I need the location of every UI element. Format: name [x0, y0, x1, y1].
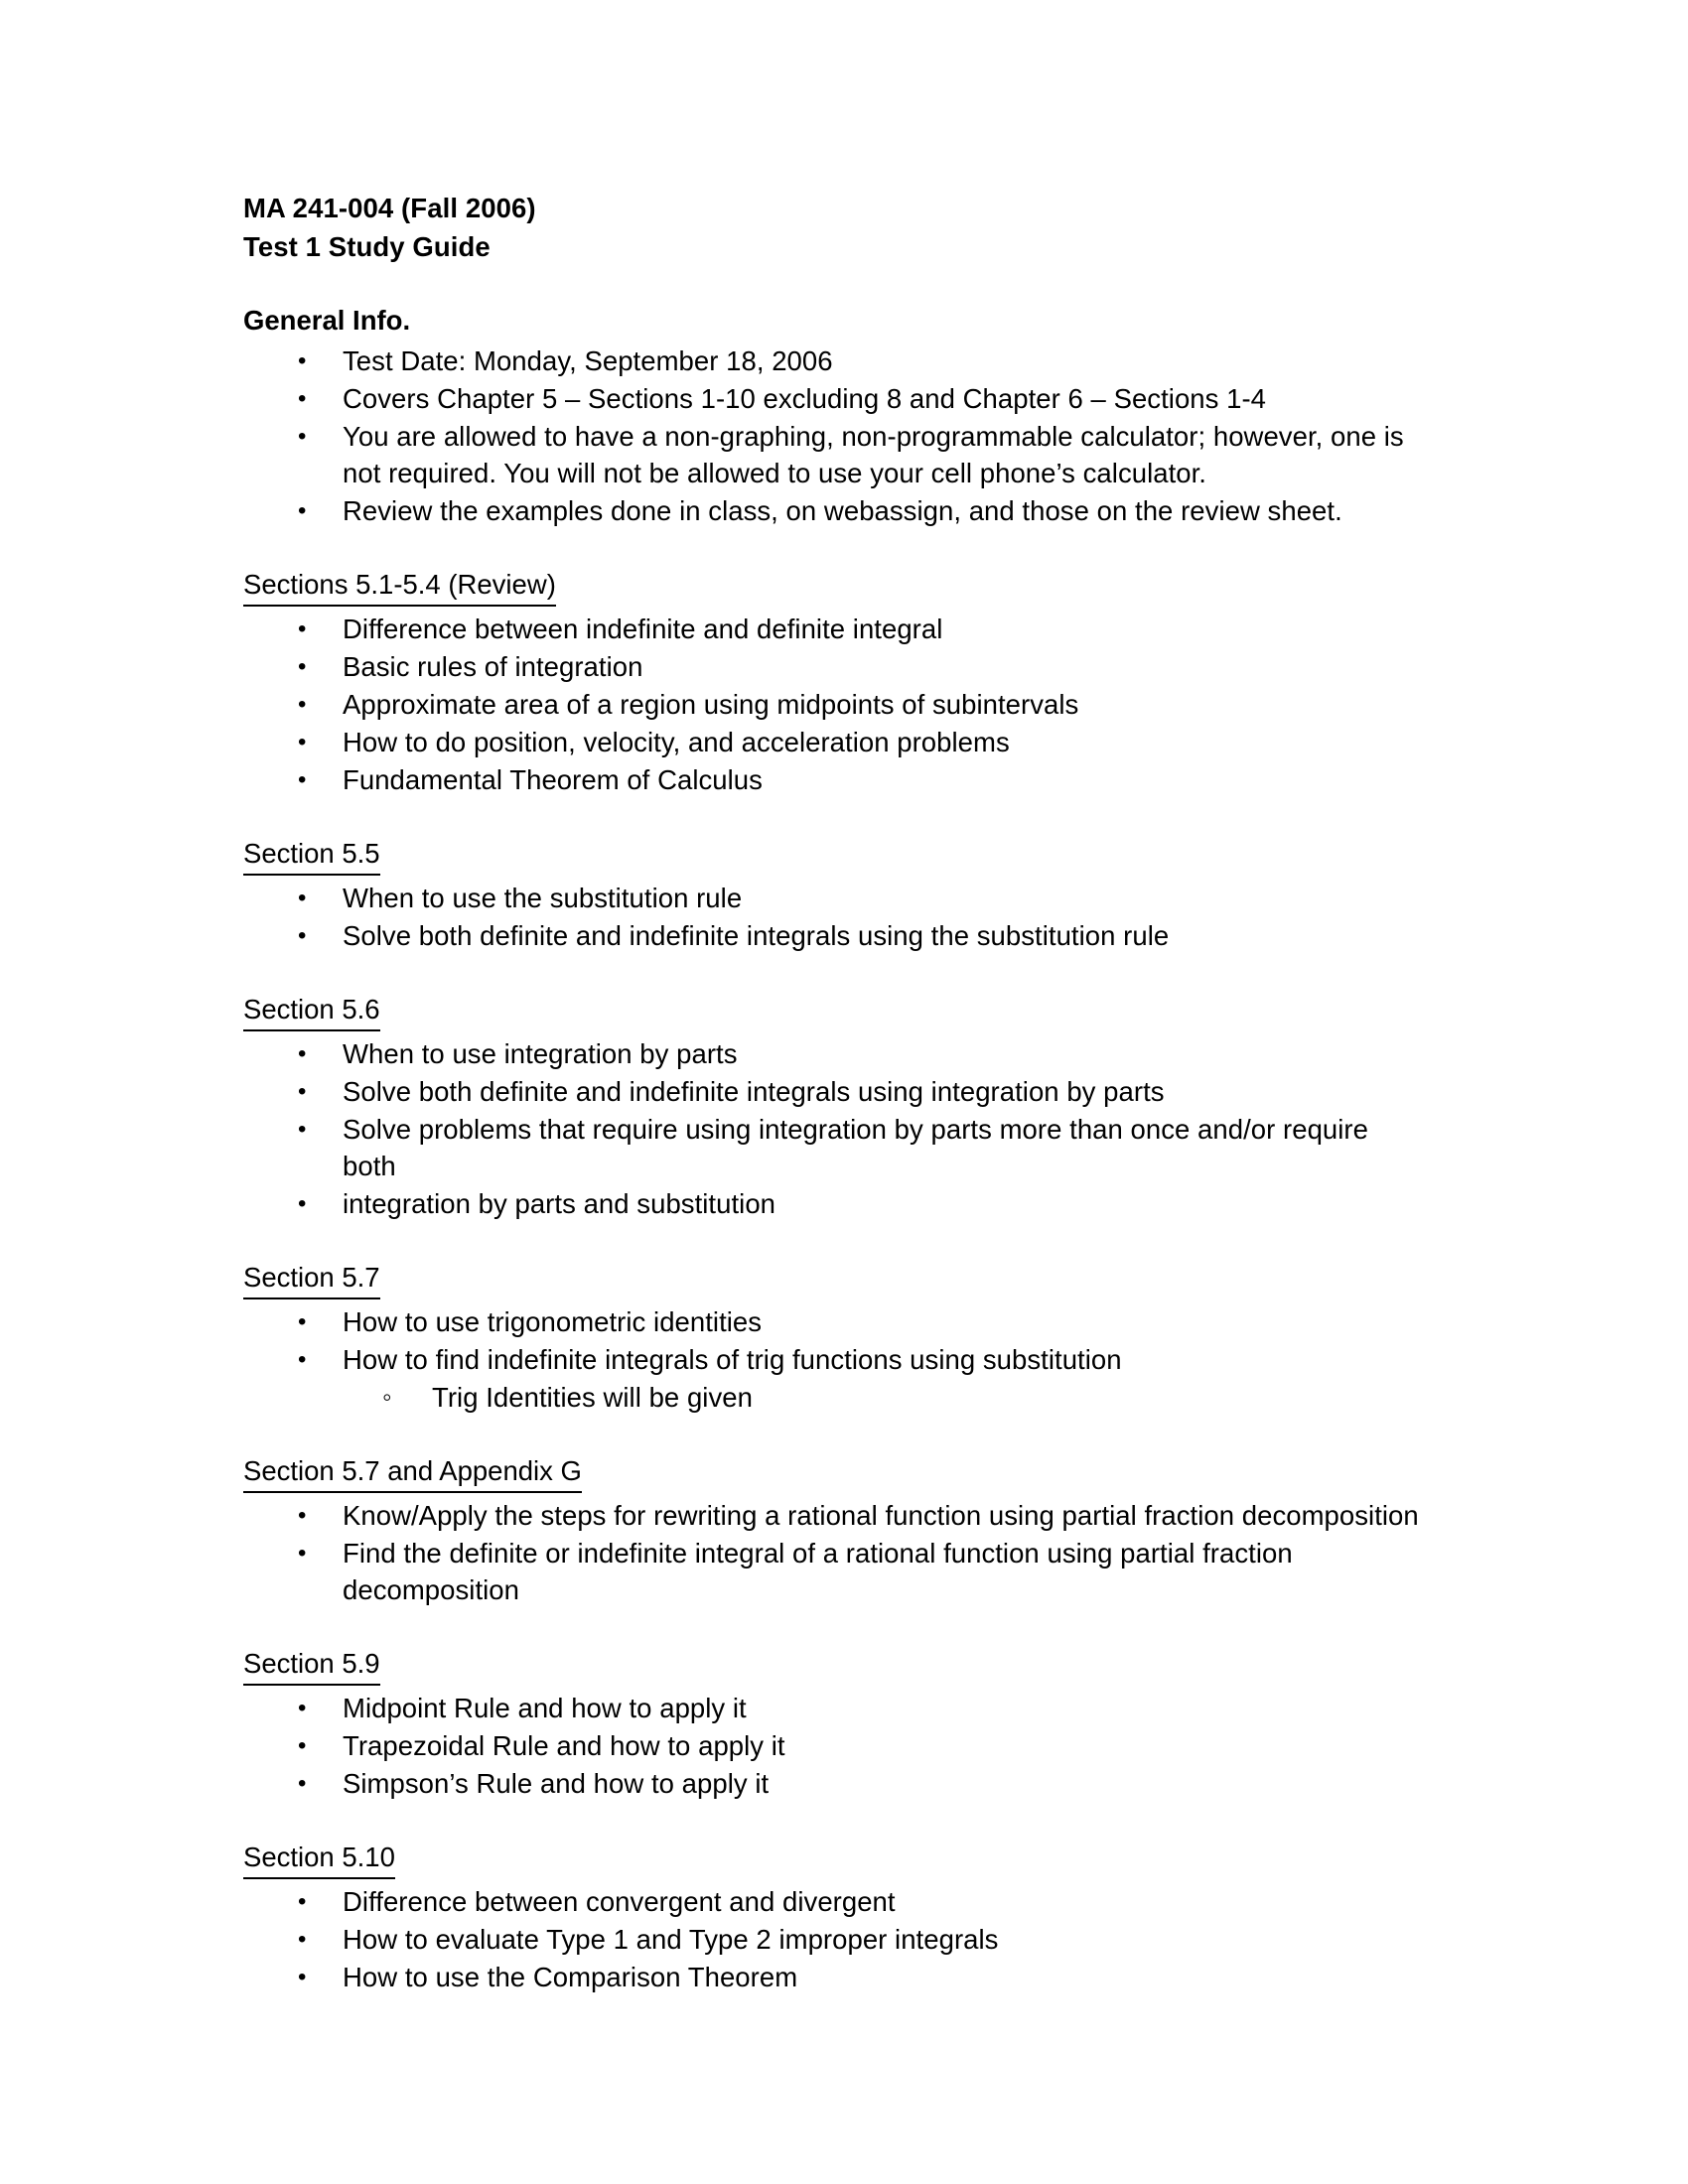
- title-spacer: [243, 266, 1420, 302]
- bullet-icon: [298, 380, 320, 417]
- list-item-text: Trapezoidal Rule and how to apply it: [343, 1730, 785, 1761]
- list-item-text: Solve both definite and indefinite integrals using the substitution rule: [343, 920, 1170, 951]
- list-item: [243, 1497, 1420, 1534]
- section-spacer: [243, 1803, 1420, 1839]
- section-spacer: [243, 799, 1420, 835]
- document-title: [243, 189, 1420, 266]
- list-item-text: Basic rules of integration: [343, 651, 643, 682]
- list-item: [243, 1765, 1420, 1802]
- bullet-icon: [298, 1535, 320, 1571]
- section-spacer: [243, 955, 1420, 991]
- bullet-icon: [298, 1959, 320, 1995]
- section-spacer: [243, 1417, 1420, 1452]
- document-title-line-2: Test 1 Study Guide: [243, 231, 491, 262]
- list-item-text: You are allowed to have a non-graphing, non-programmable calculator; however, one is not required. You will not be allowed to use your cell phone’s calculator.: [343, 421, 1404, 488]
- bullet-icon: [298, 1035, 320, 1072]
- list-item-text: When to use integration by parts: [343, 1038, 738, 1069]
- bullet-icon: [298, 1921, 320, 1958]
- list-item: [243, 1959, 1420, 1995]
- section-bullet-list: [243, 1690, 1420, 1802]
- list-item-text: Test Date: Monday, September 18, 2006: [343, 345, 833, 376]
- bullet-icon: [298, 611, 320, 647]
- section-block: [243, 991, 1420, 1222]
- list-item-text: How to evaluate Type 1 and Type 2 improper integrals: [343, 1924, 999, 1955]
- list-item: [243, 880, 1420, 916]
- section-block: [243, 1839, 1420, 1995]
- list-item: [243, 1185, 1420, 1222]
- section-heading: Sections 5.1-5.4 (Review): [243, 566, 556, 607]
- list-item: [243, 917, 1420, 954]
- list-item: [243, 1727, 1420, 1764]
- bullet-icon: [298, 1185, 320, 1222]
- bullet-icon: [298, 342, 320, 379]
- section-heading: Section 5.5: [243, 835, 380, 876]
- list-item: [243, 1535, 1420, 1608]
- list-item-text: Difference between convergent and divergent: [343, 1886, 896, 1917]
- bullet-icon: [298, 1303, 320, 1340]
- list-item-text: How to do position, velocity, and acceleration problems: [343, 727, 1010, 757]
- section-bullet-list: [243, 880, 1420, 954]
- list-item-text: How to use trigonometric identities: [343, 1306, 763, 1337]
- list-item-text: Fundamental Theorem of Calculus: [343, 764, 763, 795]
- section-bullet-list: [243, 1303, 1420, 1416]
- section-bullet-list: [243, 611, 1420, 798]
- section-block: [243, 1452, 1420, 1608]
- list-item: [243, 380, 1420, 417]
- section-bullet-list: [243, 1883, 1420, 1995]
- section-bullet-list: [243, 342, 1420, 529]
- list-item-text: Difference between indefinite and definite integral: [343, 614, 943, 644]
- section-spacer: [243, 530, 1420, 566]
- section-block: [243, 1259, 1420, 1416]
- list-item-text: When to use the substitution rule: [343, 883, 743, 913]
- section-heading: Section 5.7 and Appendix G: [243, 1452, 582, 1493]
- bullet-icon: [298, 724, 320, 760]
- list-item: [243, 724, 1420, 760]
- section-block: [243, 566, 1420, 798]
- section-heading: Section 5.7: [243, 1259, 380, 1299]
- section-heading: Section 5.6: [243, 991, 380, 1031]
- section-heading: Section 5.9: [243, 1645, 380, 1686]
- section-heading: General Info.: [243, 305, 411, 336]
- bullet-icon: [298, 686, 320, 723]
- list-item: [243, 686, 1420, 723]
- bullet-icon: [298, 1883, 320, 1920]
- list-item-text: Approximate area of a region using midpoints of subintervals: [343, 689, 1079, 720]
- list-item-text: Covers Chapter 5 – Sections 1-10 excluding 8 and Chapter 6 – Sections 1-4: [343, 383, 1267, 414]
- hollow-bullet-icon: [382, 1379, 404, 1418]
- sections-container: [243, 302, 1420, 1995]
- list-item-text: Solve problems that require using integration by parts more than once and/or require both: [343, 1114, 1368, 1181]
- bullet-icon: [298, 1073, 320, 1110]
- list-item: [243, 1303, 1420, 1340]
- section-block: [243, 302, 1420, 529]
- list-item-text: How to use the Comparison Theorem: [343, 1962, 798, 1992]
- section-block: [243, 835, 1420, 954]
- list-item-text: How to find indefinite integrals of trig functions using substitution: [343, 1344, 1122, 1375]
- section-block: [243, 1645, 1420, 1802]
- section-spacer: [243, 1609, 1420, 1645]
- bullet-icon: [298, 1727, 320, 1764]
- section-bullet-list: [243, 1497, 1420, 1608]
- list-item: [243, 1690, 1420, 1726]
- list-item: [243, 648, 1420, 685]
- list-item: [243, 761, 1420, 798]
- list-item-text: Review the examples done in class, on webassign, and those on the review sheet.: [343, 495, 1342, 526]
- list-item: [243, 1883, 1420, 1920]
- list-item: [243, 1111, 1420, 1184]
- bullet-icon: [298, 1497, 320, 1534]
- list-item-text: Trig Identities will be given: [432, 1382, 753, 1413]
- list-item-text: Solve both definite and indefinite integrals using integration by parts: [343, 1076, 1165, 1107]
- list-item: [243, 418, 1420, 491]
- list-item: [243, 611, 1420, 647]
- document-body: [243, 189, 1420, 1995]
- list-item: [243, 342, 1420, 379]
- list-item: [243, 1073, 1420, 1110]
- list-item: [243, 1379, 1420, 1416]
- document-title-line-1: MA 241-004 (Fall 2006): [243, 193, 536, 223]
- section-heading: Section 5.10: [243, 1839, 395, 1879]
- list-item: [243, 1035, 1420, 1072]
- list-item-text: Midpoint Rule and how to apply it: [343, 1693, 747, 1723]
- bullet-icon: [298, 880, 320, 916]
- list-item: [243, 1921, 1420, 1958]
- bullet-icon: [298, 648, 320, 685]
- list-item: [243, 1341, 1420, 1378]
- bullet-icon: [298, 1690, 320, 1726]
- section-bullet-list: [243, 1035, 1420, 1222]
- list-item-text: Simpson’s Rule and how to apply it: [343, 1768, 770, 1799]
- bullet-icon: [298, 1765, 320, 1802]
- list-item-text: Find the definite or indefinite integral of a rational function using partial fraction decomposition: [343, 1538, 1293, 1605]
- section-spacer: [243, 1223, 1420, 1259]
- bullet-icon: [298, 1341, 320, 1378]
- bullet-icon: [298, 1111, 320, 1148]
- list-item-text: Know/Apply the steps for rewriting a rational function using partial fraction decomposition: [343, 1500, 1419, 1531]
- bullet-icon: [298, 917, 320, 954]
- bullet-icon: [298, 418, 320, 455]
- list-item-text: integration by parts and substitution: [343, 1188, 776, 1219]
- list-item: [243, 492, 1420, 529]
- bullet-icon: [298, 492, 320, 529]
- bullet-icon: [298, 761, 320, 798]
